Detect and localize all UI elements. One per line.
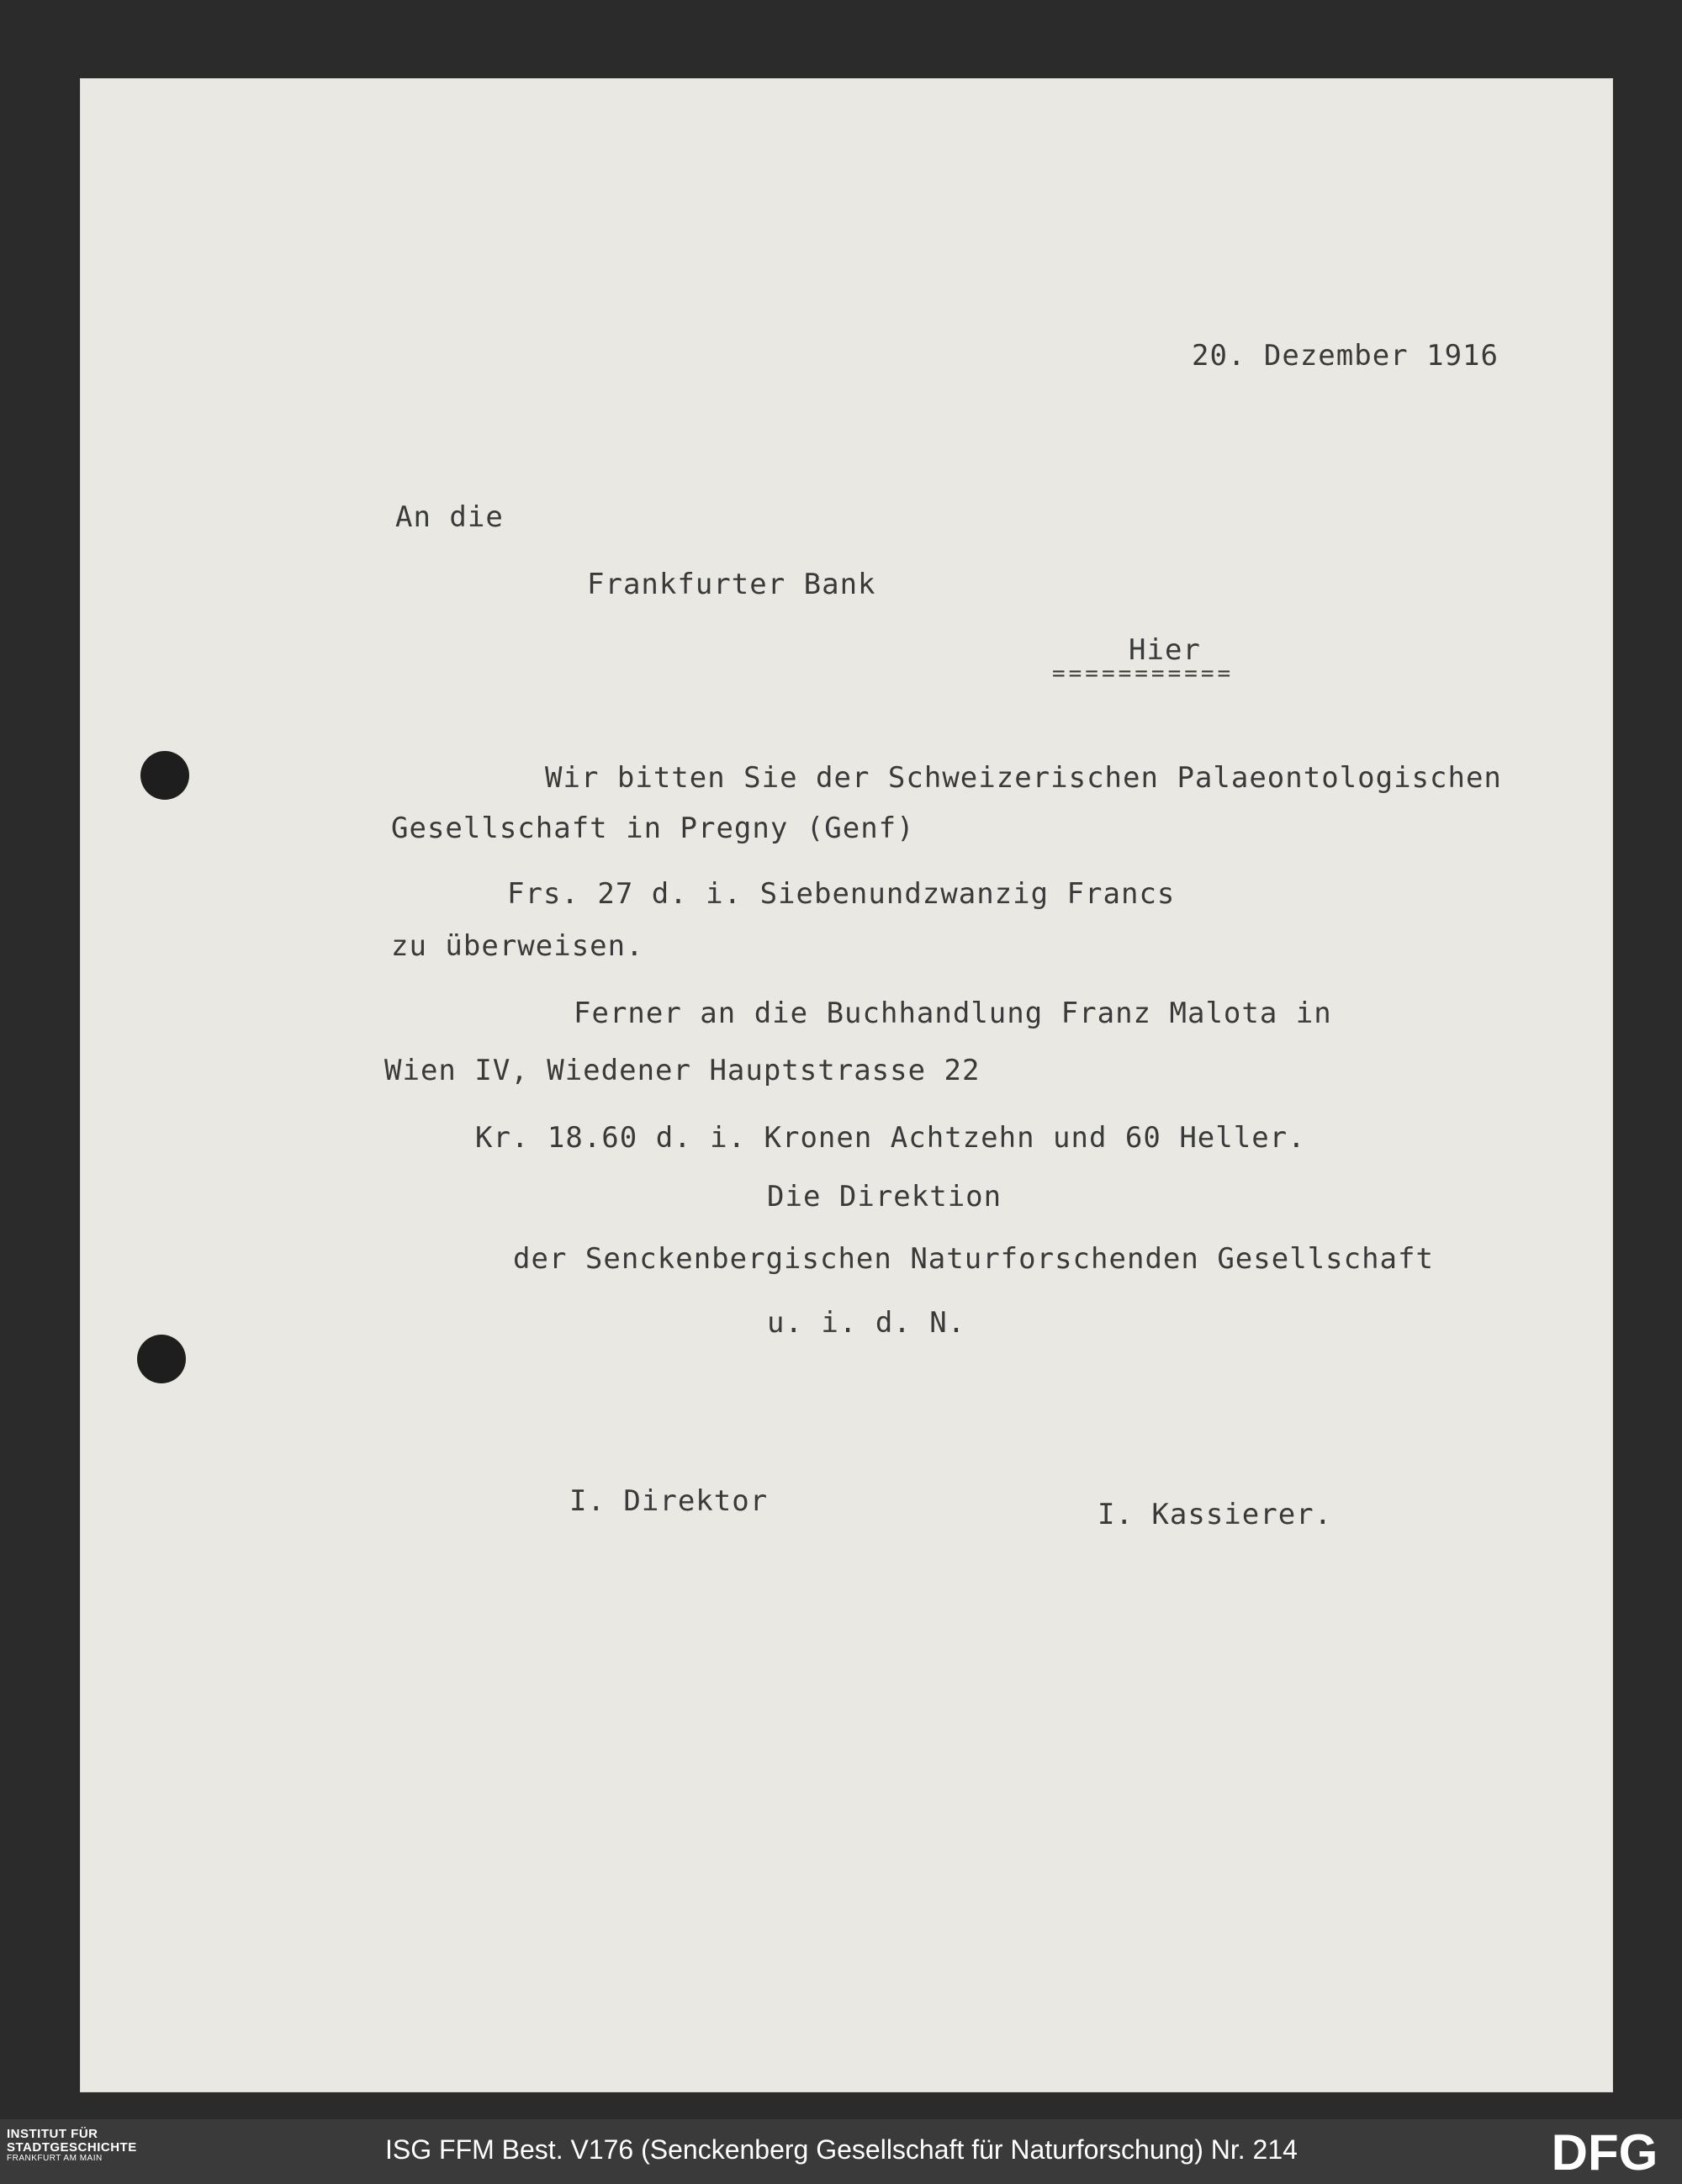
institute-line1: INSTITUT FÜR [7,2127,98,2141]
punch-hole-upper [140,751,189,800]
letter-sheet [80,78,1613,2092]
paragraph2-line1: Ferner an die Buchhandlung Franz Malota in [574,997,1332,1030]
paragraph1-line1: Wir bitten Sie der Schweizerischen Palaeontologischen [545,761,1502,795]
location-underline: =========== [1052,661,1235,686]
signature-treasurer: I. Kassierer. [1098,1498,1333,1531]
signature-director: I. Direktor [569,1484,769,1518]
paragraph2-line2: Wien IV, Wiedener Hauptstrasse 22 [384,1054,981,1087]
letter-location: Hier [1129,633,1201,667]
closing-society: der Senckenbergischen Naturforschenden Gesellschaft [513,1242,1434,1276]
paragraph1-line2: Gesellschaft in Pregny (Genf) [391,812,915,845]
closing-direktion: Die Direktion [767,1180,1002,1214]
amount-francs: Frs. 27 d. i. Siebenundzwanzig Francs [507,877,1176,911]
institute-logo [7,2128,167,2163]
archive-caption: ISG FFM Best. V176 (Senckenberg Gesellschaft für Naturforschung) Nr. 214 [385,2134,1298,2165]
letter-recipient: Frankfurter Bank [587,568,876,601]
archive-footer [0,2119,1682,2184]
institute-line3: FRANKFURT AM MAIN [7,2153,103,2163]
closing-abbrev: u. i. d. N. [767,1306,966,1340]
amount-kronen: Kr. 18.60 d. i. Kronen Achtzehn und 60 Heller. [475,1121,1306,1155]
letter-salutation: An die [395,500,504,534]
dfg-logo-text: DFG [1551,2124,1658,2178]
dfg-logo [1537,2124,1672,2178]
paragraph1-line3: zu überweisen. [391,929,644,963]
institute-line2: STADTGESCHICHTE [7,2139,137,2155]
letter-date: 20. Dezember 1916 [1192,339,1499,373]
punch-hole-lower [137,1335,186,1383]
